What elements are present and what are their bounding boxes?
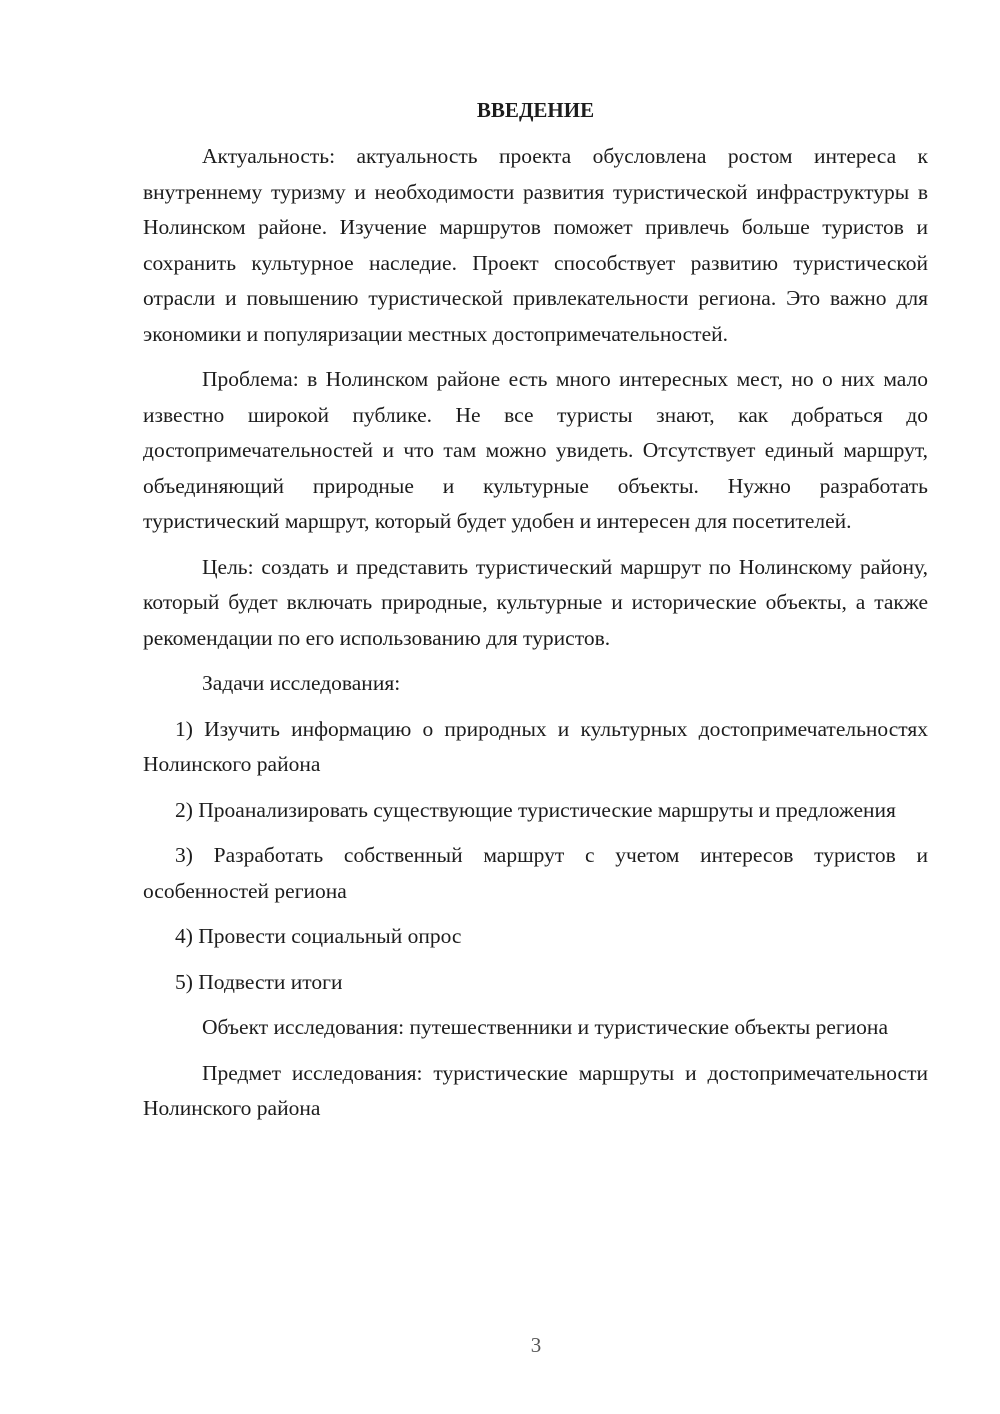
- list-item: 2) Проанализировать существующие туристические маршруты и предложения: [175, 797, 896, 822]
- paragraph-object: Объект исследования: путешественники и туристические объекты региона: [202, 1015, 888, 1039]
- list-item: 1) Изучить информацию о природных и культурных достопримечательностях Нолинского района: [143, 716, 928, 776]
- document-page: [143, 95, 928, 1137]
- list-item: 5) Подвести итоги: [175, 969, 343, 994]
- list-item: 3) Разработать собственный маршрут с учетом интересов туристов и особенностей региона: [143, 843, 928, 903]
- paragraph-subject: Предмет исследования: туристические маршруты и достопримечательности Нолинского района: [143, 1060, 928, 1120]
- paragraph-goal: Цель: создать и представить туристический маршрут по Нолинскому району, который будет включать природные, культурные и исторические объекты, а также рекомендации по его использованию для туристов.: [143, 554, 928, 650]
- paragraph-relevance: Актуальность: актуальность проекта обусловлена ростом интереса к внутреннему туризму и необходимости развития туристической инфраструктуры в Нолинском районе. Изучение маршрутов поможет привлечь больше туристов и сохранить культурное наследие. Проект способствует развитию туристической отрасли и повышению туристической привлекательности региона. Это важно для экономики и популяризации местных достопримечательностей.: [143, 144, 928, 346]
- paragraph-problem: Проблема: в Нолинском районе есть много интересных мест, но о них мало известно широкой публике. Не все туристы знают, как добраться до достопримечательностей и что там можно увидеть. Отсутствует единый маршрут, объединяющий природные и культурные объекты. Нужно разработать туристический маршрут, который будет удобен и интересен для посетителей.: [143, 367, 928, 533]
- page-title: ВВЕДЕНИЕ: [476, 98, 595, 122]
- page-number: 3: [530, 1333, 542, 1357]
- tasks-heading: Задачи исследования:: [202, 671, 401, 695]
- list-item: 4) Провести социальный опрос: [175, 924, 462, 948]
